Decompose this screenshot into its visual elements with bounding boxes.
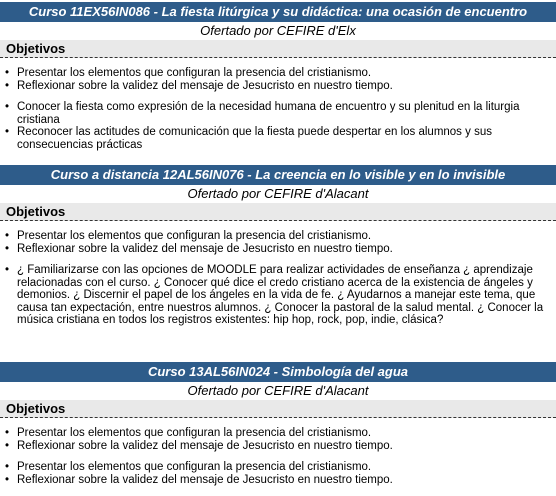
offered-by: Ofertado por CEFIRE d'Alacant — [187, 186, 369, 201]
list-item: • ¿ Familiarizarse con las opciones de MOODLE para realizar actividades de enseñanza ¿ aprendizaje relacionadas con el curso. ¿ Conocer qué dice el credo cristiano acerca de la existencia de ángeles y demonios. ¿ Discernir el papel de los ángeles en la vida de fe. ¿ Ayudarnos a manejar este tema, que causa tan expectación, entre nuestros alumnos. ¿ Conocer la pastoral de la salud mental. ¿ Conocer la música cristiana en todos los registros existentes: hip hop, rock, pop, indie, clásica? — [0, 264, 556, 327]
objectives-list — [0, 230, 556, 327]
offered-by: Ofertado por CEFIRE d'Elx — [200, 23, 356, 38]
objectives-heading: Objetivos — [0, 40, 556, 58]
list-item: • Reconocer las actitudes de comunicación que la fiesta puede despertar en los alumnos y sus consecuencias prácticas — [0, 126, 556, 151]
objectives-heading: Objetivos — [0, 400, 556, 418]
list-item: • Reflexionar sobre la validez del mensaje de Jesucristo en nuestro tiempo. — [0, 243, 556, 256]
objectives-list — [0, 427, 556, 486]
course-block — [0, 362, 556, 486]
list-item: • Conocer la fiesta como expresión de la necesidad humana de encuentro y su plenitud en la liturgia cristiana — [0, 101, 556, 126]
list-item: • Presentar los elementos que configuran la presencia del cristianismo. — [0, 67, 556, 80]
course-title[interactable]: Curso a distancia 12AL56IN076 - La creencia en lo visible y en lo invisible — [0, 165, 556, 185]
list-item: • Presentar los elementos que configuran la presencia del cristianismo. — [0, 427, 556, 440]
list-item: • Presentar los elementos que configuran la presencia del cristianismo. — [0, 230, 556, 243]
list-item: • Reflexionar sobre la validez del mensaje de Jesucristo en nuestro tiempo. — [0, 80, 556, 93]
course-block — [0, 2, 556, 151]
list-item: • Reflexionar sobre la validez del mensaje de Jesucristo en nuestro tiempo. — [0, 474, 556, 487]
course-title[interactable]: Curso 13AL56IN024 - Simbología del agua — [0, 362, 556, 382]
list-item: • Reflexionar sobre la validez del mensaje de Jesucristo en nuestro tiempo. — [0, 440, 556, 453]
list-item: • Presentar los elementos que configuran la presencia del cristianismo. — [0, 461, 556, 474]
offered-by: Ofertado por CEFIRE d'Alacant — [187, 383, 369, 398]
objectives-list — [0, 67, 556, 151]
objectives-heading: Objetivos — [0, 203, 556, 221]
course-title[interactable]: Curso 11EX56IN086 - La fiesta litúrgica y su didáctica: una ocasión de encuentro — [0, 2, 556, 22]
course-block — [0, 165, 556, 327]
